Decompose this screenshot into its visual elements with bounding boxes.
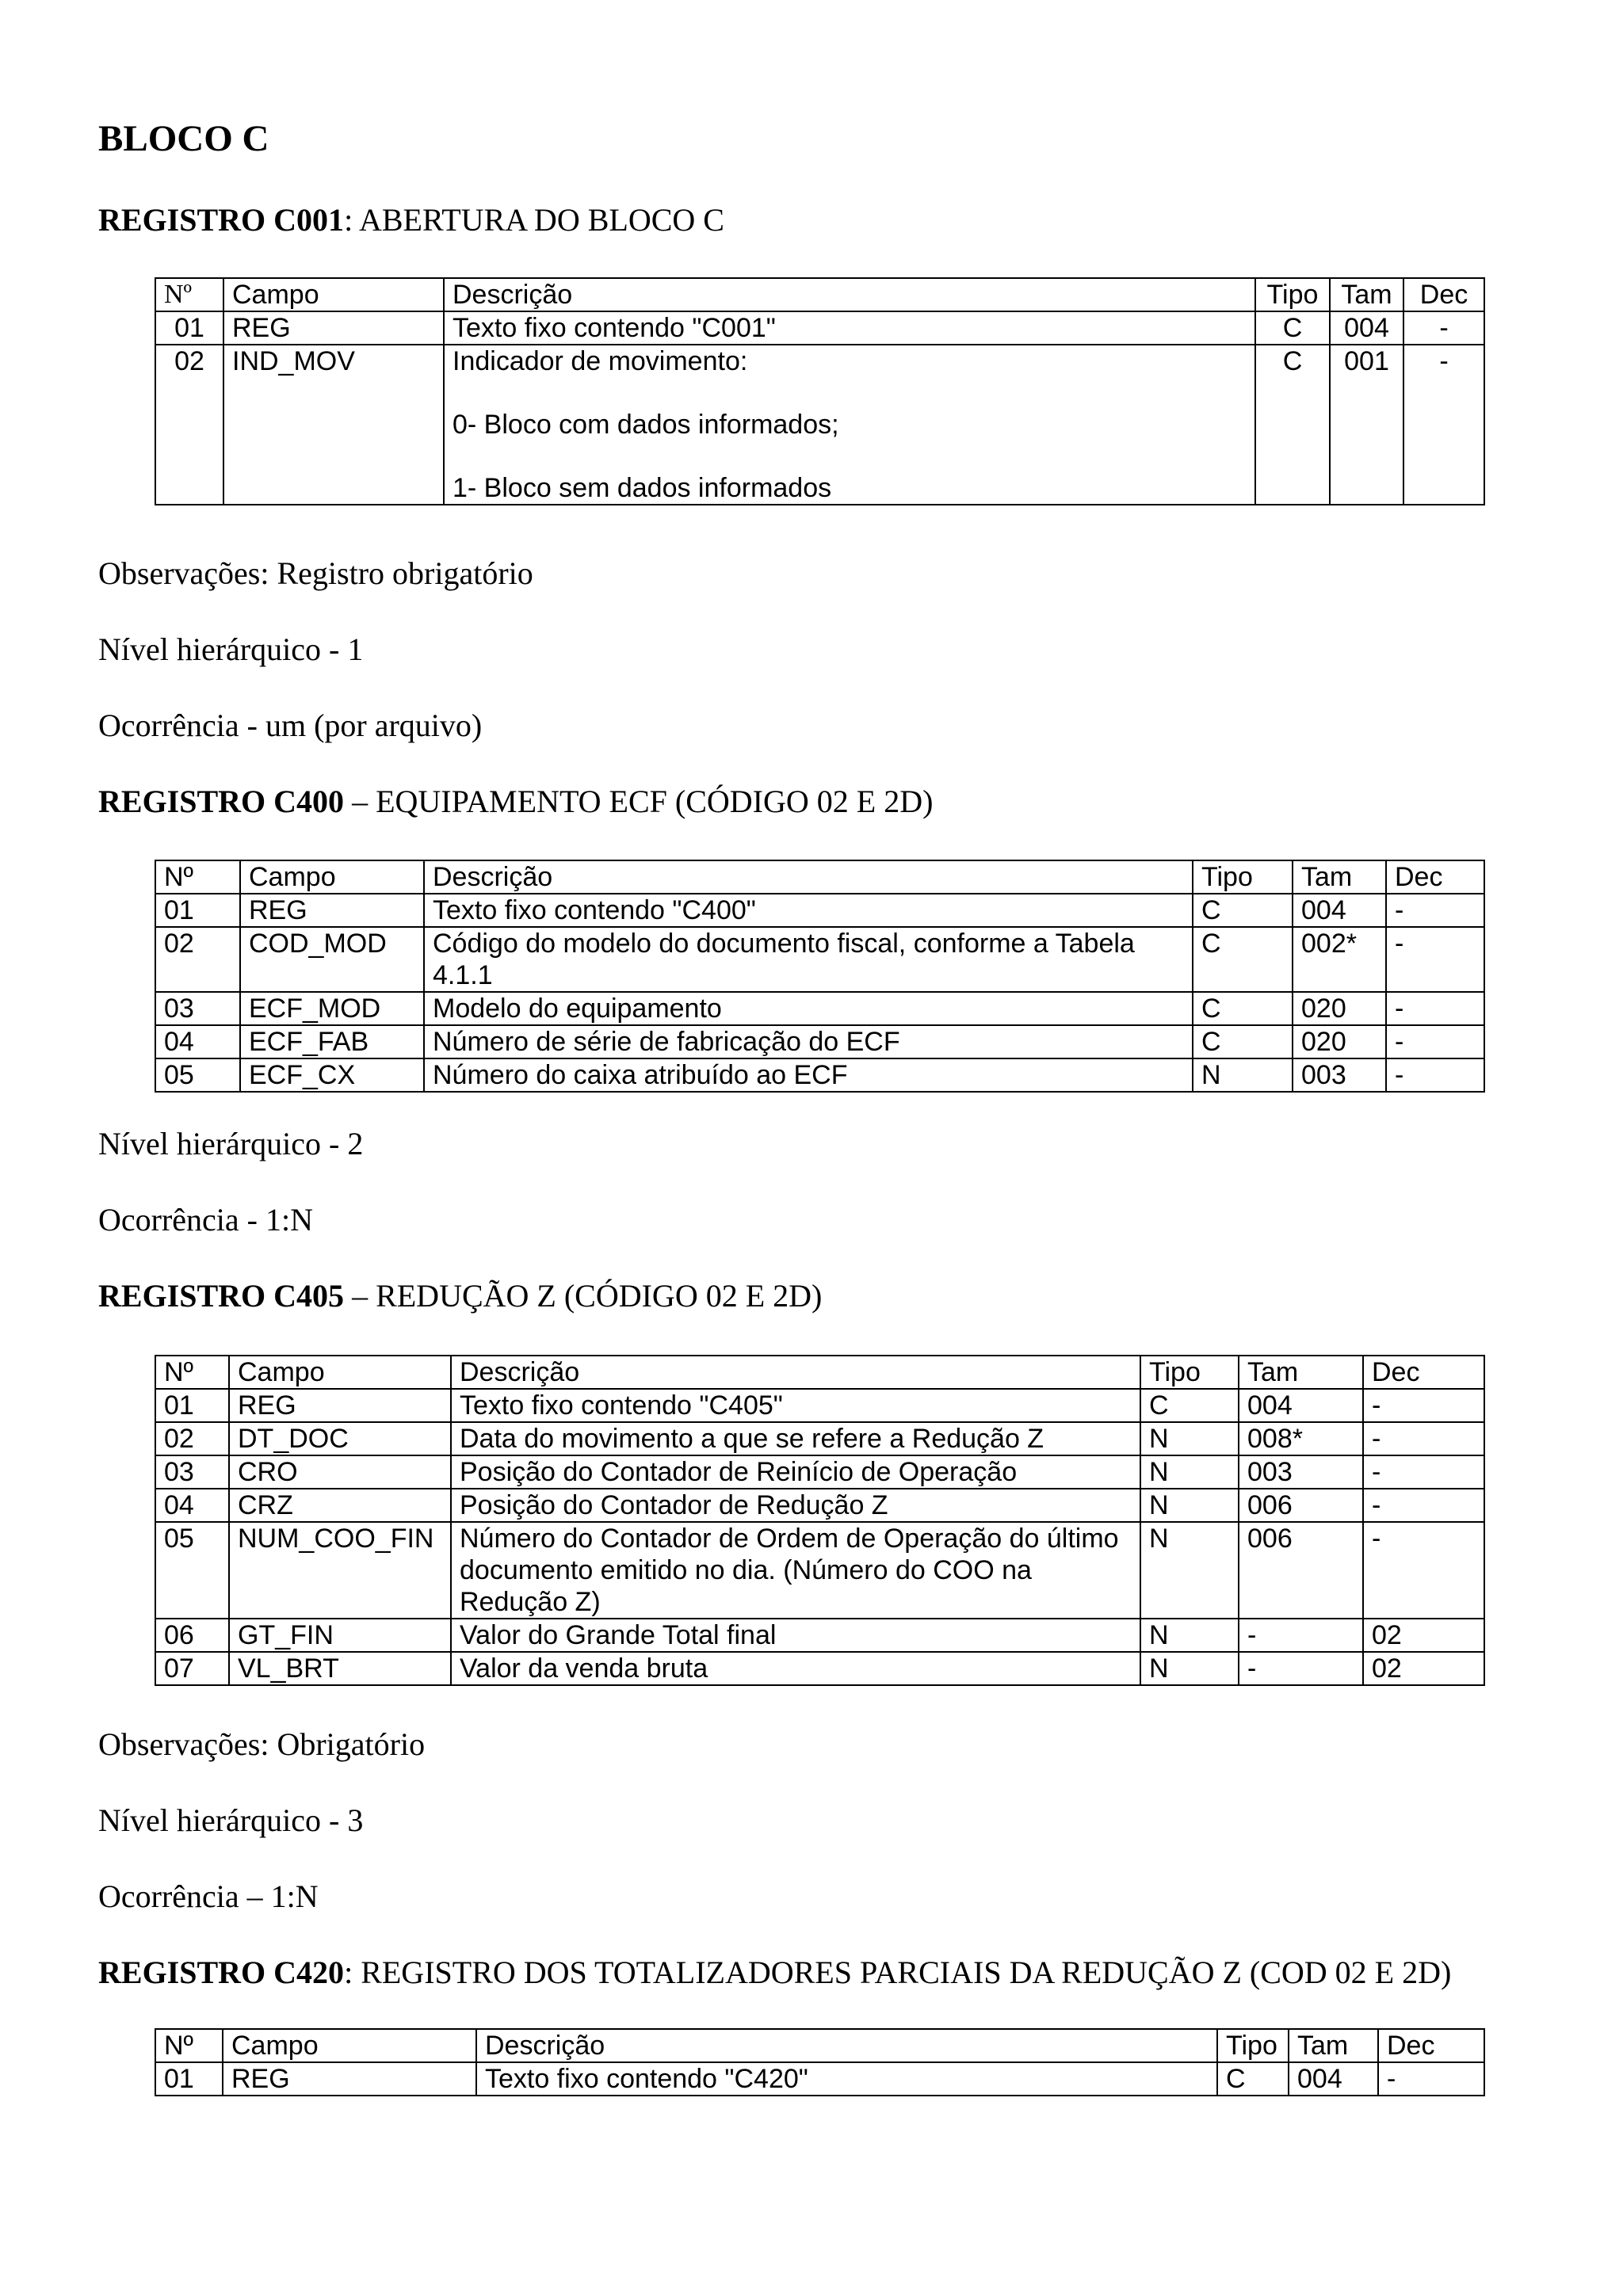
cell-descricao: Texto fixo contendo "C420" [476, 2062, 1217, 2096]
cell-tam: 008* [1239, 1422, 1363, 1455]
cell-dec: - [1378, 2062, 1484, 2096]
table-row [155, 1422, 1484, 1455]
registro-title: EQUIPAMENTO ECF (CÓDIGO 02 E 2D) [376, 784, 934, 819]
table-row [155, 1058, 1484, 1092]
registro-c001-heading [98, 201, 724, 238]
cell-tipo: N [1193, 1058, 1293, 1092]
registro-separator: : [344, 1955, 361, 1990]
cell-tam: 006 [1239, 1522, 1363, 1619]
table-row [155, 927, 1484, 992]
cell-tipo: N [1140, 1489, 1239, 1522]
cell-tipo: N [1140, 1619, 1239, 1652]
cell-tam: - [1239, 1652, 1363, 1685]
cell-campo: REG [229, 1389, 451, 1422]
note-nivel: Nível hierárquico - 1 [98, 631, 364, 667]
cell-tipo: N [1140, 1455, 1239, 1489]
table-row [155, 345, 1484, 505]
table-row [155, 2062, 1484, 2096]
table-row [155, 1522, 1484, 1619]
header-cell: Descrição [451, 1356, 1140, 1389]
table-row [155, 1652, 1484, 1685]
header-cell: Tipo [1140, 1356, 1239, 1389]
cell-dec: - [1386, 992, 1484, 1025]
cell-dec: - [1363, 1489, 1484, 1522]
cell-tam: 004 [1239, 1389, 1363, 1422]
note-observacoes: Observações: Registro obrigatório [98, 555, 533, 591]
cell-n: 04 [155, 1025, 240, 1058]
header-cell: Nº [155, 278, 223, 311]
cell-descricao: Número do caixa atribuído ao ECF [424, 1058, 1193, 1092]
header-cell: Tipo [1255, 278, 1330, 311]
cell-n: 02 [155, 345, 223, 505]
header-cell: Descrição [444, 278, 1255, 311]
header-cell: Descrição [476, 2029, 1217, 2062]
cell-campo: REG [223, 2062, 476, 2096]
cell-tipo: N [1140, 1652, 1239, 1685]
header-cell: Nº [155, 1356, 229, 1389]
cell-tipo: N [1140, 1422, 1239, 1455]
cell-descricao: Texto fixo contendo "C400" [424, 894, 1193, 927]
header-cell: Tam [1293, 860, 1386, 894]
cell-descricao: Texto fixo contendo "C001" [444, 311, 1255, 345]
cell-tam: 002* [1293, 927, 1386, 992]
cell-descricao: Número de série de fabricação do ECF [424, 1025, 1193, 1058]
registro-c400-heading [98, 783, 933, 820]
header-cell: Campo [223, 278, 444, 311]
registro-separator: – [344, 784, 376, 819]
cell-descricao: Valor da venda bruta [451, 1652, 1140, 1685]
cell-n: 05 [155, 1058, 240, 1092]
cell-n: 02 [155, 1422, 229, 1455]
cell-descricao: Código do modelo do documento fiscal, conforme a Tabela 4.1.1 [424, 927, 1193, 992]
note-nivel: Nível hierárquico - 3 [98, 1802, 364, 1838]
cell-n: 01 [155, 894, 240, 927]
cell-descricao: Valor do Grande Total final [451, 1619, 1140, 1652]
cell-tam: 020 [1293, 1025, 1386, 1058]
bloco-title: BLOCO C [98, 118, 269, 159]
table-row [155, 311, 1484, 345]
registro-c420-table [155, 2028, 1485, 2096]
cell-dec: - [1363, 1522, 1484, 1619]
header-cell: Campo [240, 860, 424, 894]
table-header-row [155, 1356, 1484, 1389]
cell-campo: ECF_MOD [240, 992, 424, 1025]
table-row [155, 992, 1484, 1025]
cell-tipo: C [1217, 2062, 1289, 2096]
cell-dec: - [1386, 894, 1484, 927]
header-cell: Tipo [1217, 2029, 1289, 2062]
cell-campo: CRO [229, 1455, 451, 1489]
table-row [155, 1389, 1484, 1422]
header-cell: Nº [155, 2029, 223, 2062]
header-cell: Tam [1289, 2029, 1378, 2062]
header-cell: Tipo [1193, 860, 1293, 894]
table-header-row [155, 2029, 1484, 2062]
header-cell: Campo [229, 1356, 451, 1389]
cell-dec: - [1403, 311, 1484, 345]
registro-c405-table [155, 1355, 1485, 1686]
registro-code: REGISTRO C400 [98, 784, 345, 819]
registro-code: REGISTRO C405 [98, 1278, 345, 1314]
cell-tam: 001 [1330, 345, 1403, 505]
cell-n: 01 [155, 1389, 229, 1422]
cell-dec: - [1363, 1455, 1484, 1489]
cell-tipo: C [1255, 345, 1330, 505]
cell-descricao: Posição do Contador de Redução Z [451, 1489, 1140, 1522]
registro-separator: : [344, 202, 359, 238]
cell-tam: 004 [1289, 2062, 1378, 2096]
cell-tipo: C [1193, 927, 1293, 992]
cell-descricao: Posição do Contador de Reinício de Operação [451, 1455, 1140, 1489]
cell-campo: ECF_CX [240, 1058, 424, 1092]
cell-n: 05 [155, 1522, 229, 1619]
cell-tipo: N [1140, 1522, 1239, 1619]
cell-dec: - [1386, 1058, 1484, 1092]
cell-dec: - [1363, 1422, 1484, 1455]
table-row [155, 894, 1484, 927]
cell-tipo: C [1193, 992, 1293, 1025]
cell-campo: REG [223, 311, 444, 345]
cell-tam: 003 [1293, 1058, 1386, 1092]
cell-n: 01 [155, 2062, 223, 2096]
cell-campo: IND_MOV [223, 345, 444, 505]
cell-tam: 004 [1330, 311, 1403, 345]
cell-tipo: C [1193, 894, 1293, 927]
cell-campo: VL_BRT [229, 1652, 451, 1685]
header-cell: Tam [1239, 1356, 1363, 1389]
descricao-line: Indicador de movimento: [453, 346, 748, 376]
cell-n: 04 [155, 1489, 229, 1522]
registro-c001-table [155, 277, 1485, 505]
note-ocorrencia: Ocorrência - 1:N [98, 1202, 313, 1238]
table-row [155, 1455, 1484, 1489]
cell-dec: 02 [1363, 1652, 1484, 1685]
registro-title: ABERTURA DO BLOCO C [358, 202, 724, 238]
note-nivel: Nível hierárquico - 2 [98, 1126, 364, 1161]
header-cell: Dec [1403, 278, 1484, 311]
cell-tipo: C [1255, 311, 1330, 345]
cell-campo: NUM_COO_FIN [229, 1522, 451, 1619]
table-row [155, 1619, 1484, 1652]
registro-code: REGISTRO C001 [98, 202, 345, 238]
header-cell: Dec [1378, 2029, 1484, 2062]
cell-n: 03 [155, 1455, 229, 1489]
cell-campo: ECF_FAB [240, 1025, 424, 1058]
cell-dec: - [1386, 927, 1484, 992]
header-cell: Nº [155, 860, 240, 894]
cell-descricao: Texto fixo contendo "C405" [451, 1389, 1140, 1422]
cell-campo: GT_FIN [229, 1619, 451, 1652]
cell-campo: COD_MOD [240, 927, 424, 992]
note-ocorrencia: Ocorrência – 1:N [98, 1878, 319, 1914]
descricao-line: 0- Bloco com dados informados; [453, 410, 839, 440]
table-row [155, 1489, 1484, 1522]
cell-tam: 006 [1239, 1489, 1363, 1522]
cell-n: 06 [155, 1619, 229, 1652]
table-header-row [155, 278, 1484, 311]
registro-c400-table [155, 860, 1485, 1093]
note-observacoes: Observações: Obrigatório [98, 1726, 426, 1762]
registro-code: REGISTRO C420 [98, 1955, 345, 1990]
cell-dec: - [1403, 345, 1484, 505]
header-cell: Descrição [424, 860, 1193, 894]
cell-dec: - [1363, 1389, 1484, 1422]
cell-descricao [444, 345, 1255, 505]
registro-c405-heading [98, 1277, 822, 1314]
cell-campo: CRZ [229, 1489, 451, 1522]
registro-title: REGISTRO DOS TOTALIZADORES PARCIAIS DA REDUÇÃO Z (COD 02 E 2D) [361, 1955, 1452, 1990]
cell-tam: 020 [1293, 992, 1386, 1025]
table-row [155, 1025, 1484, 1058]
cell-descricao: Número do Contador de Ordem de Operação do último documento emitido no dia. (Número do COO na Redução Z) [451, 1522, 1140, 1619]
cell-n: 07 [155, 1652, 229, 1685]
cell-dec: 02 [1363, 1619, 1484, 1652]
cell-n: 01 [155, 311, 223, 345]
cell-tam: 003 [1239, 1455, 1363, 1489]
cell-descricao: Modelo do equipamento [424, 992, 1193, 1025]
cell-tam: - [1239, 1619, 1363, 1652]
note-ocorrencia: Ocorrência - um (por arquivo) [98, 707, 483, 743]
cell-n: 03 [155, 992, 240, 1025]
header-cell: Campo [223, 2029, 476, 2062]
cell-campo: DT_DOC [229, 1422, 451, 1455]
cell-campo: REG [240, 894, 424, 927]
cell-tipo: C [1193, 1025, 1293, 1058]
registro-separator: – [344, 1278, 376, 1314]
cell-tam: 004 [1293, 894, 1386, 927]
cell-n: 02 [155, 927, 240, 992]
cell-dec: - [1386, 1025, 1484, 1058]
header-cell: Dec [1363, 1356, 1484, 1389]
header-cell: Tam [1330, 278, 1403, 311]
cell-tipo: C [1140, 1389, 1239, 1422]
registro-title: REDUÇÃO Z (CÓDIGO 02 E 2D) [376, 1278, 823, 1314]
registro-c420-heading [98, 1954, 1451, 1991]
descricao-line: 1- Bloco sem dados informados [453, 473, 832, 503]
table-header-row [155, 860, 1484, 894]
header-cell: Dec [1386, 860, 1484, 894]
cell-descricao: Data do movimento a que se refere a Redução Z [451, 1422, 1140, 1455]
